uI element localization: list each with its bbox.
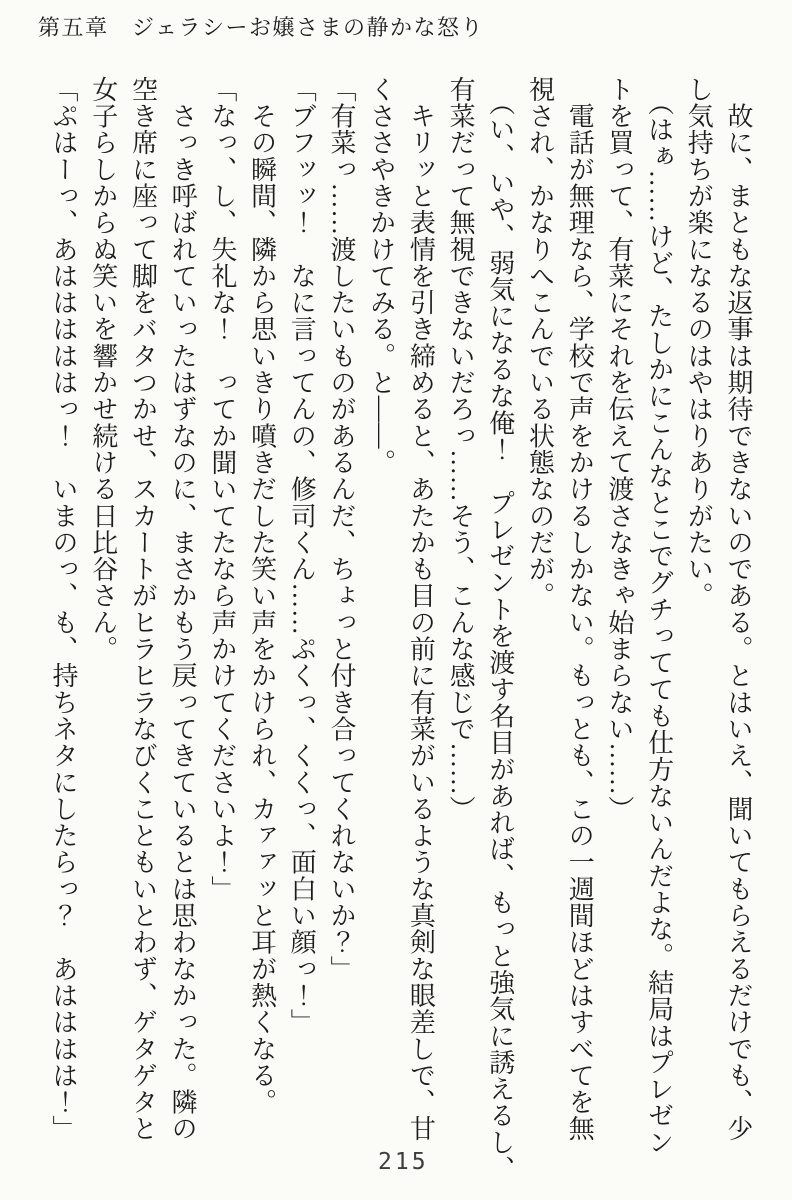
text-line: 「なっ、し、失礼な！ ってか聞いてたなら声かけてくださいよ！」 (207, 76, 237, 903)
text-line: （い、いや、弱気になるな俺！ プレゼントを渡す名目があれば、もっと強気に誘えるし、 (485, 76, 515, 1183)
text-line: （はぁ……けど、たしかにこんなとこでグチってても仕方ないんだよな。結局はプレゼン (644, 76, 674, 1156)
text-line: その瞬間、隣から思いきり噴きだした笑い声をかけられ、カァァッと耳が熱くなる。 (247, 76, 277, 1116)
text-line: 「ぷはーっ、あはははははっ！ いまのっ、も、持ちネタにしたらっ？ あはははは！」 (49, 76, 79, 1142)
text-line: 故に、まともな返事は期待できないのである。とはいえ、聞いてもらえるだけでも、少 (724, 76, 753, 1142)
text-line: 「ブフッッ！ なに言ってんの、修司くん……ぷくっ、くくっ、面白い顔っ！」 (287, 76, 317, 1036)
text-line: トを買って、有菜にそれを伝えて渡さなきゃ始まらない……） (604, 76, 634, 823)
text-line: 有菜だって無視できないだろっ……そう、こんな感じで……） (446, 76, 476, 823)
text-line: 電話が無理なら、学校で声をかけるしかない。もっとも、この一週間ほどはすべてを無 (565, 76, 595, 1142)
text-line: 女子らしからぬ笑いを響かせ続ける日比谷さん。 (88, 76, 118, 663)
text-line: キリッと表情を引き締めると、あたかも目の前に有菜がいるような真剣な眼差しで、甘 (406, 76, 436, 1142)
text-line: し気持ちが楽になるのはやはりありがたい。 (684, 76, 714, 609)
text-line: くささやきかけてみる。と――。 (366, 76, 396, 476)
text-line: 「有菜っ……渡したいものがあるんだ、ちょっと付き合ってくれないか？」 (326, 76, 356, 983)
page-number: 215 (378, 1149, 429, 1175)
text-line: さっき呼ばれていったはずなのに、まさかもう戻ってきているとは思わなかった。隣の (168, 76, 198, 1142)
text-line: 視され、かなりへこんでいる状態なのだが。 (525, 76, 555, 609)
text-line: 空き席に座って脚をバタつかせ、スカートがヒラヒラなびくこともいとわず、ゲタゲタと (128, 76, 158, 1142)
chapter-header: 第五章 ジェラシーお嬢さまの静かな怒り (38, 15, 485, 40)
